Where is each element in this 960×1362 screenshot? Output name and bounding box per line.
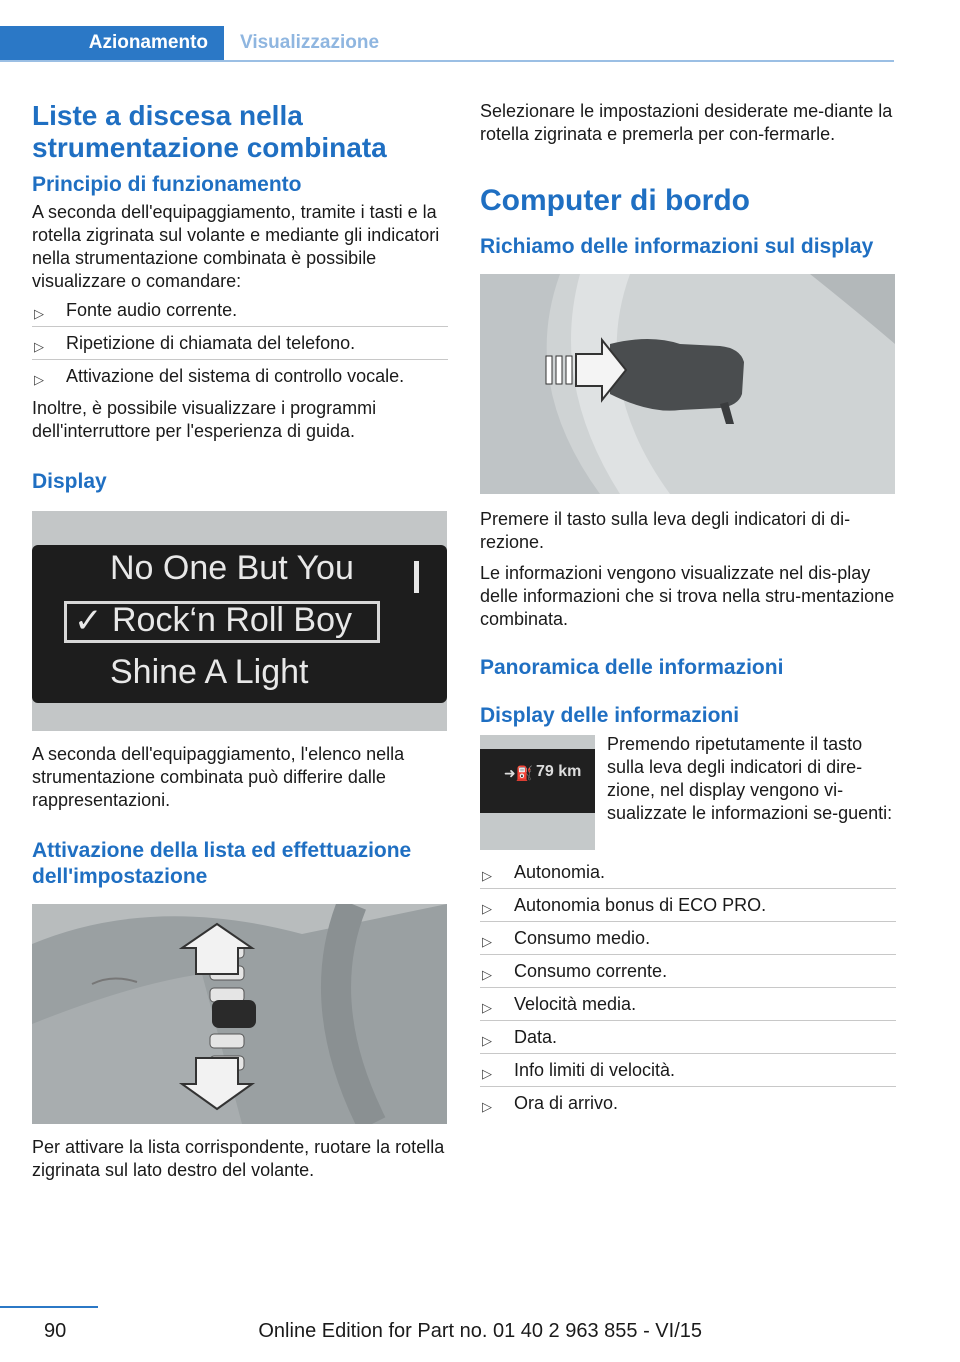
paragraph-press-button: Premere il tasto sulla leva degli indicatori di di‐rezione.: [480, 509, 851, 552]
list-item: ▷ Consumo corrente.: [480, 960, 896, 988]
triangle-bullet-icon: ▷: [34, 339, 44, 354]
subheading-info-display: Display delle informazioni: [480, 704, 740, 727]
list-item: ▷ Ora di arrivo.: [480, 1092, 896, 1119]
paragraph-repeated-press: Premendo ripetutamente il tasto sulla leva degli indicatori di dire‐zione, nel display vengono vi‐sualizzate le informazioni se‐guenti:: [607, 734, 893, 823]
bullet-list-left: [32, 299, 448, 392]
triangle-bullet-icon: ▷: [482, 901, 492, 916]
paragraph-select: Selezionare le impostazioni desiderate me‐diante la rotella zigrinata e premerla per con‐fermarle.: [480, 101, 893, 144]
paragraph-intro: A seconda dell'equipaggiamento, tramite i tasti e la rotella zigrinata sul volante e mediante gli indicatori nella strumentazione combinata è possibile visualizzare o comandare:: [32, 202, 440, 291]
list-item: ▷ Consumo medio.: [480, 927, 896, 955]
page-number: 90: [44, 1320, 67, 1342]
chapter-tabs: [0, 26, 894, 62]
range-display-figure: [480, 735, 595, 850]
steering-wheel-figure: [32, 904, 447, 1124]
steering-wheel-illustration: [32, 904, 447, 1124]
tab-visualizzazione[interactable]: Visualizzazione: [240, 32, 380, 53]
triangle-bullet-icon: ▷: [34, 306, 44, 321]
fuel-pump-icon: ➜⛽: [504, 765, 534, 781]
stalk-illustration: [480, 274, 895, 494]
list-item: ▷ Fonte audio corrente.: [32, 299, 448, 327]
edition-line: Online Edition for Part no. 01 40 2 963 855 - VI/15: [258, 1320, 702, 1342]
list-item: ▷ Attivazione del sistema di controllo vocale.: [32, 365, 448, 392]
triangle-bullet-icon: ▷: [482, 967, 492, 982]
display-list-figure: [32, 511, 447, 731]
tab-azionamento[interactable]: Azionamento: [0, 26, 224, 60]
scrollbar-indicator: [414, 561, 419, 593]
triangle-bullet-icon: ▷: [482, 868, 492, 883]
triangle-bullet-icon: ▷: [482, 1000, 492, 1015]
list-item: ▷ Autonomia bonus di ECO PRO.: [480, 894, 896, 922]
display-item-3: Shine A Light: [110, 653, 309, 691]
list-item: ▷ Data.: [480, 1026, 896, 1054]
triangle-bullet-icon: ▷: [482, 934, 492, 949]
check-icon: ✓: [74, 602, 103, 640]
indicator-stalk-figure: [480, 274, 895, 494]
header-rule: [0, 60, 894, 62]
info-display-block: [480, 735, 896, 861]
list-item: ▷ Autonomia.: [480, 861, 896, 889]
list-item: ▷ Ripetizione di chiamata del telefono.: [32, 332, 448, 360]
paragraph-activation: Per attivare la lista corrispondente, ruotare la rotella zigrinata sul lato destro del volante.: [32, 1137, 445, 1180]
subheading-principle: Principio di funzionamento: [32, 173, 302, 196]
section-title: Liste a discesa nella strumentazione combinata: [32, 100, 387, 163]
list-item: ▷ Velocità media.: [480, 993, 896, 1021]
right-column: [480, 100, 896, 1124]
triangle-bullet-icon: ▷: [482, 1099, 492, 1114]
subheading-display: Display: [32, 470, 107, 493]
subheading-recall: Richiamo delle informazioni sul display: [480, 235, 874, 258]
subheading-overview: Panoramica delle informazioni: [480, 656, 784, 679]
paragraph-display-note: A seconda dell'equipaggiamento, l'elenco nella strumentazione combinata può differire dalle rappresentazioni.: [32, 744, 405, 810]
paragraph-info-display: Le informazioni vengono visualizzate nel dis‐play delle informazioni che si trova nella stru‐mentazione combinata.: [480, 563, 895, 629]
paragraph-programs: Inoltre, è possibile visualizzare i programmi dell'interruttore per l'esperienza di guida.: [32, 398, 377, 441]
triangle-bullet-icon: ▷: [34, 372, 44, 387]
list-item: ▷ Info limiti di velocità.: [480, 1059, 896, 1087]
triangle-bullet-icon: ▷: [482, 1066, 492, 1081]
left-column: [32, 100, 448, 1182]
bullet-list-right: [480, 861, 896, 1119]
range-readout: 79 km: [536, 763, 582, 780]
display-item-1: No One But You: [110, 549, 354, 587]
subheading-activation: Attivazione della lista ed effettuazione dell'impostazione: [32, 839, 412, 888]
footer-rule: [0, 1306, 98, 1308]
section-title-computer: Computer di bordo: [480, 184, 750, 217]
display-item-2: Rock‘n Roll Boy: [112, 601, 352, 639]
triangle-bullet-icon: ▷: [482, 1033, 492, 1048]
